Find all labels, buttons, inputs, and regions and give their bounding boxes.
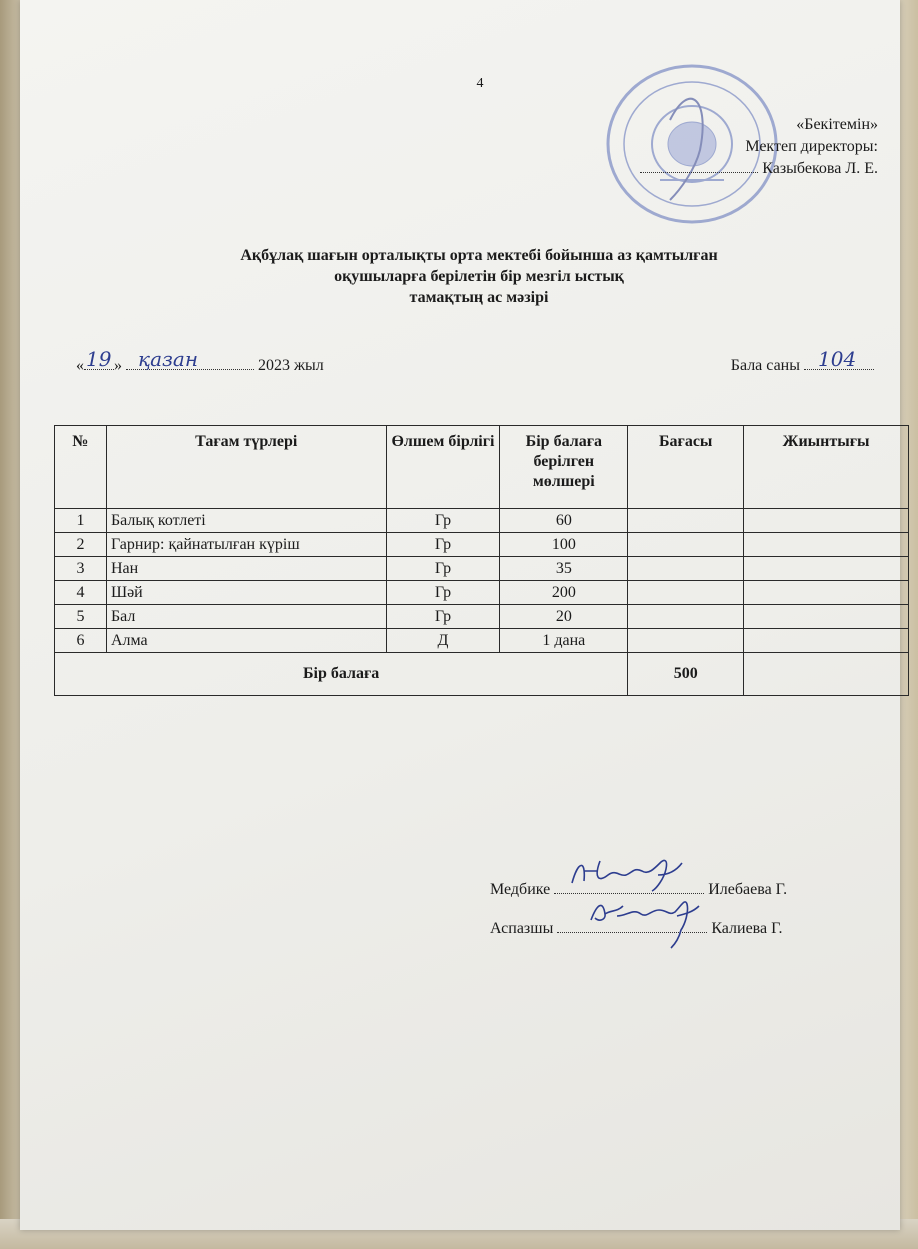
header-price: Бағасы (628, 426, 744, 509)
cook-signature-line (490, 916, 783, 938)
menu-table (54, 425, 909, 696)
row-number: 1 (55, 509, 107, 533)
row-dish: Гарнир: қайнатылған күріш (106, 533, 386, 557)
row-number: 5 (55, 605, 107, 629)
row-unit: Гр (386, 533, 500, 557)
table-row (55, 509, 909, 533)
date-close-quote: » (114, 357, 122, 374)
director-signature-field (640, 158, 758, 173)
document-title (20, 245, 918, 308)
date-day-field (84, 347, 114, 371)
row-dish: Бал (106, 605, 386, 629)
table-row (55, 557, 909, 581)
background-left (0, 0, 20, 1249)
row-dish: Алма (106, 629, 386, 653)
child-count-value: 104 (818, 347, 857, 371)
date-open-quote: « (76, 357, 84, 374)
row-dish: Нан (106, 557, 386, 581)
row-amount: 60 (500, 509, 628, 533)
row-number: 3 (55, 557, 107, 581)
total-sum (744, 653, 909, 696)
table-row (55, 581, 909, 605)
row-amount: 200 (500, 581, 628, 605)
cook-signature-field (557, 916, 707, 933)
row-price (628, 509, 744, 533)
row-unit: Д (386, 629, 500, 653)
total-label: Бір балаға (55, 653, 628, 696)
row-price (628, 605, 744, 629)
row-number: 4 (55, 581, 107, 605)
row-total (744, 557, 909, 581)
total-value: 500 (628, 653, 744, 696)
row-amount: 35 (500, 557, 628, 581)
row-price (628, 581, 744, 605)
row-total (744, 629, 909, 653)
row-total (744, 509, 909, 533)
nurse-signature-field (554, 877, 704, 894)
date-line (76, 347, 324, 375)
row-unit: Гр (386, 509, 500, 533)
title-line-2: оқушыларға берілетін бір мезгіл ыстық (334, 268, 624, 285)
approval-position: Мектеп директоры: (745, 138, 878, 155)
header-number: № (55, 426, 107, 509)
table-row (55, 605, 909, 629)
approval-block (640, 114, 878, 180)
row-number: 6 (55, 629, 107, 653)
date-day: 19 (86, 347, 112, 371)
table-total-row (55, 653, 909, 696)
director-name: Казыбекова Л. Е. (762, 160, 878, 177)
date-year: 2023 жыл (258, 357, 324, 374)
row-amount: 100 (500, 533, 628, 557)
cook-name: Калиева Г. (711, 920, 783, 937)
row-dish: Балық котлеті (106, 509, 386, 533)
table-row (55, 533, 909, 557)
header-amount: Бір балаға берілген мөлшері (500, 426, 628, 509)
row-number: 2 (55, 533, 107, 557)
row-unit: Гр (386, 557, 500, 581)
title-line-3: тамақтың ас мәзірі (409, 289, 549, 306)
row-dish: Шәй (106, 581, 386, 605)
title-line-1: Ақбұлақ шағын орталықты орта мектебі бойынша аз қамтылған (240, 247, 718, 264)
row-amount: 1 дана (500, 629, 628, 653)
nurse-signature-icon (564, 853, 694, 893)
approval-heading: «Бекітемін» (796, 116, 878, 133)
row-total (744, 533, 909, 557)
row-unit: Гр (386, 605, 500, 629)
cook-signature-icon (587, 894, 717, 950)
row-unit: Гр (386, 581, 500, 605)
row-price (628, 629, 744, 653)
table-header-row (55, 426, 909, 509)
row-total (744, 581, 909, 605)
row-amount: 20 (500, 605, 628, 629)
date-month: қазан (138, 347, 199, 371)
header-total: Жиынтығы (744, 426, 909, 509)
date-month-field (126, 347, 254, 371)
document-page (20, 0, 900, 1230)
page-number: 4 (476, 76, 484, 91)
nurse-name: Илебаева Г. (708, 881, 788, 898)
cook-role: Аспазшы (490, 920, 554, 937)
approval-signature-line (640, 158, 878, 180)
child-count-label: Бала саны (730, 357, 800, 374)
header-dish: Тағам түрлері (106, 426, 386, 509)
child-count-line (730, 347, 874, 375)
row-price (628, 533, 744, 557)
header-unit: Өлшем бірлігі (386, 426, 500, 509)
child-count-field (804, 347, 874, 371)
nurse-role: Медбике (490, 881, 551, 898)
row-price (628, 557, 744, 581)
table-row (55, 629, 909, 653)
row-total (744, 605, 909, 629)
